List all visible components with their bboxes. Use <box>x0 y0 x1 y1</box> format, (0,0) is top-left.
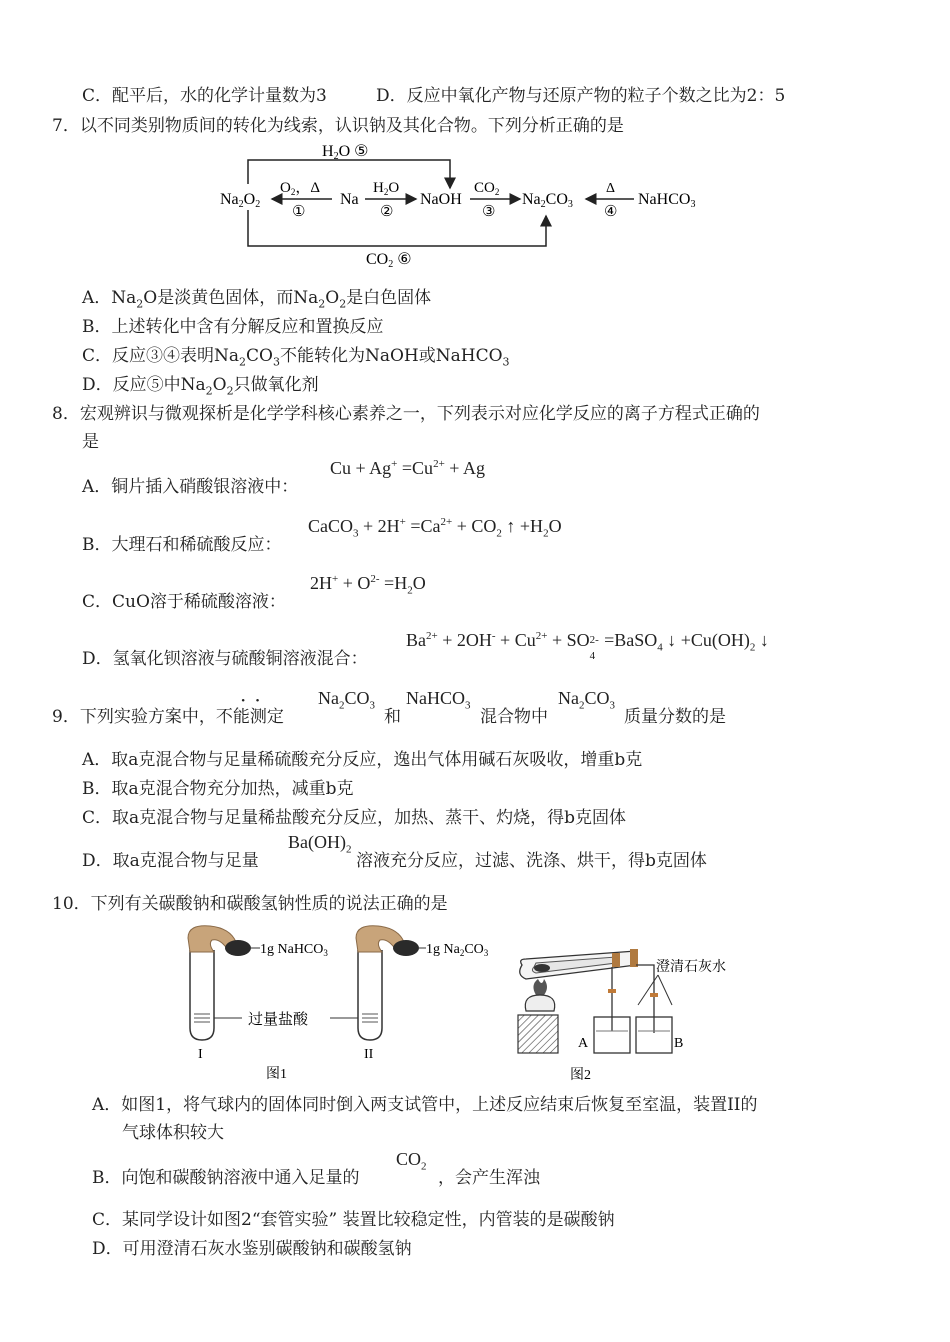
circle-1: ① <box>292 204 306 220</box>
q9-baoh2-formula: $Ba(OH)_2$ <box>288 832 352 856</box>
o2-delta-label: $O_2$，Δ <box>280 180 320 197</box>
circle-3: ③ <box>482 204 496 220</box>
q10-option-d: D．可用澄清石灰水鉴别碳酸钠和碳酸氢钠 <box>92 1239 412 1259</box>
q8-option-d: D．氢氧化钡溶液与硫酸铜溶液混合： <box>82 649 368 669</box>
q8-equation-d: $Ba^{2+} + 2OH^- + Cu^{2+}$ + SO 2- 4 =BaSO$_4$ ↓ $+Cu(OH)_2$ ↓ <box>406 630 769 662</box>
option-c-prev: C．配平后，水的化学计量数为3 <box>82 86 327 106</box>
q9-na2co3-formula-2: $Na_2CO_3$ <box>558 688 616 712</box>
q9-and: 和 <box>384 707 401 727</box>
q8-equation-b: CaCO$_3$ + $2H^+ =Ca^{2+} + CO_2$ ↑ $+H_2O$ <box>308 516 562 540</box>
q10-option-b-pre: B．向饱和碳酸钠溶液中通入足量的 <box>92 1168 360 1188</box>
solid-in-tube <box>534 964 550 972</box>
circle-2: ② <box>380 204 394 220</box>
q8-option-a: A．铜片插入硝酸银溶液中： <box>82 477 299 497</box>
label-1g-na2co3: 1g $Na_2CO_3$ <box>426 942 489 958</box>
circle-4: ④ <box>604 204 618 220</box>
species-na2o2: Na2O2 <box>220 191 261 210</box>
q10-option-c: C．某同学设计如图2“套管实验” 装置比较稳定性，内管装的是碳酸钠 <box>92 1210 615 1230</box>
tube-i-label: I <box>198 1047 203 1062</box>
figure-2-apparatus <box>512 935 752 1085</box>
q7-conversion-diagram <box>210 138 730 270</box>
q8-option-c: C．CuO溶于稀硫酸溶液： <box>82 592 286 612</box>
delta-4-label: Δ <box>606 181 616 196</box>
limewater-label: 澄清石灰水 <box>656 960 726 975</box>
emphasis-dots: ·· <box>240 688 269 712</box>
beaker-a-label: A <box>578 1036 589 1051</box>
label-1g-nahco3: 1g NaHCO$_3$ <box>260 942 328 958</box>
q10-option-b-post: ，会产生浑浊 <box>438 1168 540 1188</box>
q9-option-d-post: 溶液充分反应，过滤、洗涤、烘干，得b克固体 <box>356 851 707 871</box>
na2co3-solid <box>393 940 419 956</box>
q8-option-b: B．大理石和稀硫酸反应： <box>82 535 282 555</box>
q8-equation-c: $2H^+ + O^{2-} =H_2O$ <box>310 573 426 597</box>
q10-option-a: A．如图1，将气球内的固体同时倒入两支试管中，上述反应结束后恢复至室温，装置II的 <box>92 1095 758 1115</box>
co2-3-label: $CO_2$ <box>474 180 500 197</box>
q9-option-b: B．取a克混合物充分加热，减重b克 <box>82 779 354 799</box>
q9-option-a: A．取a克混合物与足量稀硫酸充分反应，逸出气体用碱石灰吸收，增重b克 <box>82 750 643 770</box>
q9-stem: 9．下列实验方案中，不能测定 <box>52 707 284 727</box>
species-nahco3: NaHCO3 <box>638 191 696 210</box>
h2o-5-label: H2O ⑤ <box>322 143 369 162</box>
q9-mixture: 混合物中 <box>480 707 548 727</box>
species-naoh: NaOH <box>420 191 462 208</box>
beaker-b-label: B <box>674 1036 684 1051</box>
co2-6-label: CO2 ⑥ <box>366 251 412 270</box>
tube-ii-label: II <box>364 1047 374 1062</box>
q8-stem-cont: 是 <box>82 432 99 452</box>
q7-option-b: B．上述转化中含有分解反应和置换反应 <box>82 317 384 337</box>
q10-option-a-cont: 气球体积较大 <box>122 1123 224 1143</box>
q9-option-d-pre: D．取a克混合物与足量 <box>82 851 259 871</box>
nahco3-solid <box>225 940 251 956</box>
q9-na2co3-formula: $Na_2CO_3$ <box>318 688 376 712</box>
q7-option-c: C．反应③④表明$Na_2CO_3$不能转化为NaOH或NaHCO$_3$ <box>82 346 510 369</box>
q8-stem: 8．宏观辨识与微观探析是化学学科核心素养之一，下列表示对应化学反应的离子方程式正确的 <box>52 404 760 424</box>
species-na2co3: Na2CO3 <box>522 191 573 210</box>
q7-option-a: A．$Na_2O$是淡黄色固体，而$Na_2O_2$是白色固体 <box>82 288 432 311</box>
q7-option-d: D．反应⑤中$Na_2O_2$只做氧化剂 <box>82 375 319 398</box>
q9-stem-end: 质量分数的是 <box>624 707 726 727</box>
q10-co2-formula: $CO_2$ <box>396 1149 427 1173</box>
figure-1-caption: 图1 <box>266 1067 287 1082</box>
excess-hcl-label: 过量盐酸 <box>248 1012 309 1028</box>
species-na: Na <box>340 191 359 208</box>
q9-option-c: C．取a克混合物与足量稀盐酸充分反应，加热、蒸干、灼烧，得b克固体 <box>82 808 627 828</box>
figure-2-caption: 图2 <box>570 1068 591 1083</box>
q10-stem: 10．下列有关碳酸钠和碳酸氢钠性质的说法正确的是 <box>52 894 448 914</box>
q7-stem: 7．以不同类别物质间的转化为线索，认识钠及其化合物。下列分析正确的是 <box>52 116 624 136</box>
option-d-prev: D．反应中氧化产物与还原产物的粒子个数之比为2：5 <box>376 86 786 106</box>
h2o-2-label: $H_2O$ <box>373 180 400 197</box>
q8-equation-a: $Cu + Ag^+ =Cu^{2+} + Ag$ <box>330 458 485 478</box>
figure-1-apparatus <box>180 918 500 1083</box>
q9-nahco3-formula: NaHCO$_3$ <box>406 688 471 712</box>
